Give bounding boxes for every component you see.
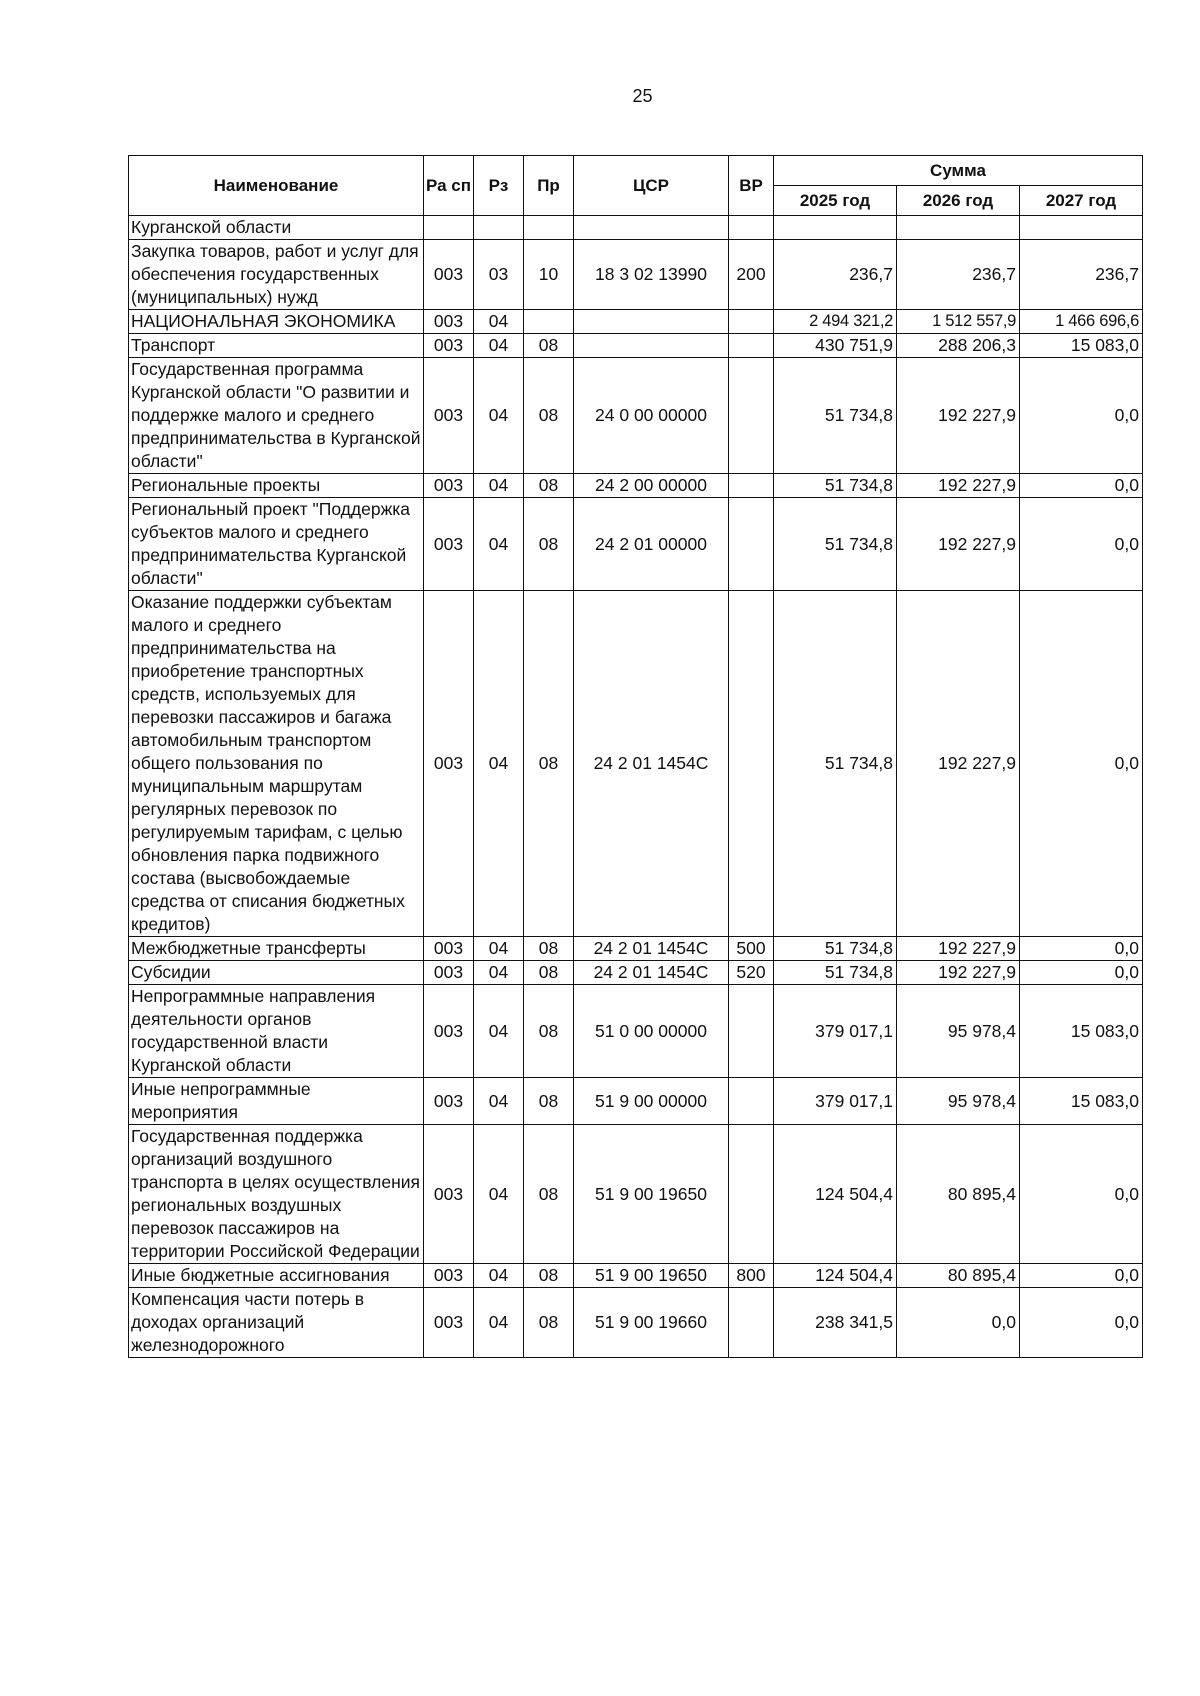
cell-2026: 236,7 [897, 240, 1020, 310]
cell-name: Непрограммные направления деятельности органов государственной власти Курганской области [129, 985, 424, 1078]
cell-2026: 192 227,9 [897, 474, 1020, 498]
cell-2027: 0,0 [1020, 1288, 1143, 1358]
cell-rz: 04 [474, 334, 524, 358]
cell-rasp: 003 [424, 310, 474, 334]
cell-vr [729, 474, 774, 498]
header-name: Наименование [129, 156, 424, 216]
cell-csr: 24 0 00 00000 [574, 358, 729, 474]
cell-2026: 192 227,9 [897, 498, 1020, 591]
cell-pr [524, 216, 574, 240]
cell-rz: 04 [474, 961, 524, 985]
table-row [129, 216, 1143, 240]
table-row [129, 358, 1143, 474]
cell-csr: 51 9 00 19660 [574, 1288, 729, 1358]
cell-vr [729, 216, 774, 240]
cell-csr: 24 2 00 00000 [574, 474, 729, 498]
cell-2025: 430 751,9 [774, 334, 897, 358]
cell-rasp: 003 [424, 498, 474, 591]
table-header [129, 156, 1143, 216]
cell-2027: 15 083,0 [1020, 334, 1143, 358]
cell-csr: 51 9 00 19650 [574, 1264, 729, 1288]
cell-name: Межбюджетные трансферты [129, 937, 424, 961]
cell-name: Региональные проекты [129, 474, 424, 498]
cell-pr: 08 [524, 961, 574, 985]
cell-2025: 51 734,8 [774, 358, 897, 474]
cell-rz: 04 [474, 937, 524, 961]
table-row [129, 1288, 1143, 1358]
cell-rasp: 003 [424, 1078, 474, 1125]
cell-2025: 51 734,8 [774, 474, 897, 498]
cell-2026: 288 206,3 [897, 334, 1020, 358]
cell-pr [524, 310, 574, 334]
cell-rasp: 003 [424, 1264, 474, 1288]
cell-vr [729, 310, 774, 334]
cell-name: Оказание поддержки субъектам малого и среднего предпринимательства на приобретение транспортных средств, используемых для перевозки пассажиров и багажа автомобильным транспортом общего пользования по муниципальным маршрутам регулярных перевозок по регулируемым тарифам, с целью обновления парка подвижного состава (высвобождаемые средства от списания бюджетных кредитов) [129, 591, 424, 937]
header-rz: Рз [474, 156, 524, 216]
cell-pr: 08 [524, 985, 574, 1078]
table-row [129, 937, 1143, 961]
cell-csr: 18 3 02 13990 [574, 240, 729, 310]
cell-pr: 08 [524, 1125, 574, 1264]
table-row [129, 310, 1143, 334]
cell-rz [474, 216, 524, 240]
cell-name: Транспорт [129, 334, 424, 358]
cell-rasp: 003 [424, 334, 474, 358]
cell-2027: 0,0 [1020, 961, 1143, 985]
cell-2025: 2 494 321,2 [774, 310, 897, 334]
cell-name: Государственная поддержка организаций воздушного транспорта в целях осуществления региональных воздушных перевозок пассажиров на территории Российской Федерации [129, 1125, 424, 1264]
cell-vr [729, 1078, 774, 1125]
budget-table [128, 155, 1143, 1358]
header-2026: 2026 год [897, 186, 1020, 216]
cell-rz: 03 [474, 240, 524, 310]
cell-csr: 24 2 01 00000 [574, 498, 729, 591]
cell-rz: 04 [474, 498, 524, 591]
cell-pr: 08 [524, 1078, 574, 1125]
cell-2026: 1 512 557,9 [897, 310, 1020, 334]
cell-2025: 124 504,4 [774, 1264, 897, 1288]
cell-csr [574, 334, 729, 358]
cell-vr: 500 [729, 937, 774, 961]
cell-2027: 0,0 [1020, 498, 1143, 591]
header-2025: 2025 год [774, 186, 897, 216]
cell-rz: 04 [474, 1125, 524, 1264]
cell-name: Закупка товаров, работ и услуг для обеспечения государственных (муниципальных) нужд [129, 240, 424, 310]
cell-pr: 08 [524, 358, 574, 474]
cell-2025: 379 017,1 [774, 1078, 897, 1125]
cell-pr: 08 [524, 474, 574, 498]
cell-2025: 51 734,8 [774, 591, 897, 937]
cell-rasp: 003 [424, 474, 474, 498]
cell-2027: 15 083,0 [1020, 985, 1143, 1078]
cell-pr: 08 [524, 937, 574, 961]
header-rasp: Ра сп [424, 156, 474, 216]
cell-pr: 08 [524, 498, 574, 591]
cell-pr: 10 [524, 240, 574, 310]
table-row [129, 961, 1143, 985]
cell-2026: 95 978,4 [897, 1078, 1020, 1125]
table-row [129, 240, 1143, 310]
header-csr: ЦСР [574, 156, 729, 216]
cell-2027: 0,0 [1020, 1264, 1143, 1288]
cell-name: Иные бюджетные ассигнования [129, 1264, 424, 1288]
cell-name: Компенсация части потерь в доходах организаций железнодорожного [129, 1288, 424, 1358]
cell-pr: 08 [524, 591, 574, 937]
cell-rz: 04 [474, 591, 524, 937]
cell-2025: 124 504,4 [774, 1125, 897, 1264]
cell-vr [729, 1288, 774, 1358]
cell-2026: 192 227,9 [897, 591, 1020, 937]
cell-name: Иные непрограммные мероприятия [129, 1078, 424, 1125]
cell-2027: 0,0 [1020, 474, 1143, 498]
cell-rasp: 003 [424, 240, 474, 310]
cell-vr [729, 1125, 774, 1264]
cell-csr [574, 216, 729, 240]
cell-csr: 24 2 01 1454С [574, 937, 729, 961]
cell-vr [729, 498, 774, 591]
cell-rasp: 003 [424, 1125, 474, 1264]
header-vr: ВР [729, 156, 774, 216]
cell-2027 [1020, 216, 1143, 240]
table-body [129, 216, 1143, 1358]
cell-rasp: 003 [424, 1288, 474, 1358]
cell-vr [729, 358, 774, 474]
cell-rz: 04 [474, 310, 524, 334]
cell-2026: 192 227,9 [897, 358, 1020, 474]
table-row [129, 1264, 1143, 1288]
cell-pr: 08 [524, 334, 574, 358]
cell-name: Государственная программа Курганской области "О развитии и поддержке малого и среднего предпринимательства в Курганской области" [129, 358, 424, 474]
cell-2025: 51 734,8 [774, 937, 897, 961]
cell-vr [729, 591, 774, 937]
cell-2025 [774, 216, 897, 240]
cell-vr [729, 985, 774, 1078]
cell-pr: 08 [524, 1264, 574, 1288]
cell-name: Курганской области [129, 216, 424, 240]
cell-rz: 04 [474, 1078, 524, 1125]
cell-2027: 0,0 [1020, 591, 1143, 937]
cell-2025: 51 734,8 [774, 498, 897, 591]
cell-csr: 51 0 00 00000 [574, 985, 729, 1078]
table-row [129, 334, 1143, 358]
table-row [129, 474, 1143, 498]
cell-2027: 236,7 [1020, 240, 1143, 310]
cell-2027: 15 083,0 [1020, 1078, 1143, 1125]
cell-vr: 200 [729, 240, 774, 310]
cell-csr: 51 9 00 19650 [574, 1125, 729, 1264]
cell-2025: 379 017,1 [774, 985, 897, 1078]
header-2027: 2027 год [1020, 186, 1143, 216]
cell-rz: 04 [474, 474, 524, 498]
cell-2025: 236,7 [774, 240, 897, 310]
cell-vr [729, 334, 774, 358]
table-row [129, 1125, 1143, 1264]
cell-2027: 1 466 696,6 [1020, 310, 1143, 334]
cell-2025: 51 734,8 [774, 961, 897, 985]
table-row [129, 591, 1143, 937]
cell-csr: 24 2 01 1454С [574, 591, 729, 937]
cell-2026: 192 227,9 [897, 937, 1020, 961]
cell-rz: 04 [474, 358, 524, 474]
cell-rasp: 003 [424, 937, 474, 961]
cell-rz: 04 [474, 1288, 524, 1358]
cell-vr: 520 [729, 961, 774, 985]
cell-2025: 238 341,5 [774, 1288, 897, 1358]
cell-name: НАЦИОНАЛЬНАЯ ЭКОНОМИКА [129, 310, 424, 334]
header-pr: Пр [524, 156, 574, 216]
cell-2026: 95 978,4 [897, 985, 1020, 1078]
cell-2026 [897, 216, 1020, 240]
cell-2026: 80 895,4 [897, 1264, 1020, 1288]
cell-rz: 04 [474, 985, 524, 1078]
table-row [129, 985, 1143, 1078]
cell-2027: 0,0 [1020, 1125, 1143, 1264]
page-number: 25 [632, 86, 653, 106]
cell-csr: 51 9 00 00000 [574, 1078, 729, 1125]
cell-rasp: 003 [424, 591, 474, 937]
cell-rasp: 003 [424, 985, 474, 1078]
cell-2026: 192 227,9 [897, 961, 1020, 985]
cell-name: Региональный проект "Поддержка субъектов малого и среднего предпринимательства Курганской области" [129, 498, 424, 591]
cell-2026: 80 895,4 [897, 1125, 1020, 1264]
cell-2027: 0,0 [1020, 358, 1143, 474]
cell-2027: 0,0 [1020, 937, 1143, 961]
cell-pr: 08 [524, 1288, 574, 1358]
cell-rasp: 003 [424, 961, 474, 985]
header-sum: Сумма [774, 156, 1143, 186]
cell-csr [574, 310, 729, 334]
cell-name: Субсидии [129, 961, 424, 985]
cell-csr: 24 2 01 1454С [574, 961, 729, 985]
cell-rz: 04 [474, 1264, 524, 1288]
cell-2026: 0,0 [897, 1288, 1020, 1358]
cell-rasp [424, 216, 474, 240]
cell-vr: 800 [729, 1264, 774, 1288]
table-row [129, 498, 1143, 591]
table-row [129, 1078, 1143, 1125]
cell-rasp: 003 [424, 358, 474, 474]
